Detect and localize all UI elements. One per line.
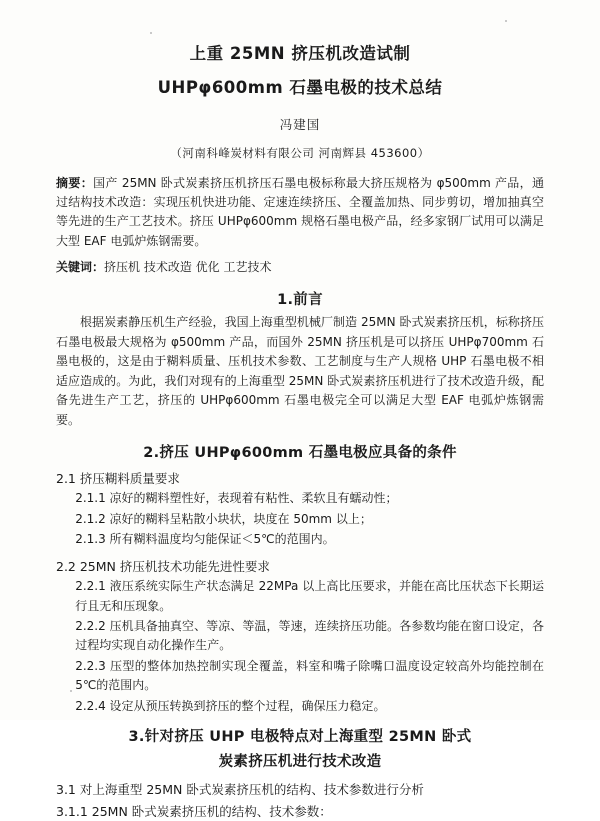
list-item: 2.2.1 液压系统实际生产状态满足 22MPa 以上高比压要求，并能在高比压状态下长期运行且无和压现象。	[75, 579, 544, 613]
section-3-heading-line-1: 3.针对挤压 UHP 电极特点对上海重型 25MN 卧式	[128, 729, 472, 746]
subsection-2-2-heading: 2.2 25MN 挤压机技术功能先进性要求	[56, 558, 270, 574]
keywords-block	[56, 258, 544, 277]
scan-speck	[505, 20, 507, 22]
subsection-3-1-1-heading: 3.1.1 25MN 卧式炭素挤压机的结构、技术参数：	[56, 803, 332, 819]
section-2-heading: 2.挤压 UHPφ600mm 石墨电极应具备的条件	[143, 445, 457, 462]
author-name: 冯建国	[279, 116, 321, 132]
section-1-paragraph: 根据炭素静压机生产经验，我国上海重型机械厂制造 25MN 卧式炭素挤压机，标称挤压石墨电极最大规格为 φ500mm 产品，而国外 25MN 挤压机是可以挤压 UHPφ700mm 石墨电极的，这是由于糊料质量、压机技术参数、工艺制度与生产人规格 UHP 石墨电极不相适应造成的。为此，我们对现有的上海重型 25MN 卧式炭素挤压机进行了技术改造升级，配备先进生产工艺，挤压的 UHPφ600mm 石墨电极完全可以满足大型 EAF 电弧炉炼钢需要。	[56, 315, 544, 427]
scan-speck	[70, 690, 72, 692]
section-1-heading: 1.前言	[277, 292, 323, 309]
section-3-heading-line-2: 炭素挤压机进行技术改造	[218, 754, 382, 771]
keywords-text: 挤压机 技术改造 优化 工艺技术	[104, 260, 272, 275]
document-title-line-1: 上重 25MN 挤压机改造试制	[189, 44, 411, 63]
subsection-2-1-heading: 2.1 挤压糊料质量要求	[56, 471, 180, 487]
keywords-label: 关键词：	[56, 260, 105, 275]
subsection-3-1-heading: 3.1 对上海重型 25MN 卧式炭素挤压机的结构、技术参数进行分析	[56, 782, 424, 798]
list-item: 2.2.4 设定从预压转换到挤压的整个过程，确保压力稳定。	[75, 698, 386, 713]
scan-speck	[150, 32, 152, 34]
abstract-label: 摘要：	[56, 175, 94, 190]
list-item: 2.2.3 压型的整体加热控制实现全覆盖，料室和嘴子除嘴口温度设定较高外均能控制在 5℃的范围内。	[75, 658, 544, 693]
document-title-line-2: UHPφ600mm 石墨电极的技术总结	[157, 77, 443, 97]
list-item: 2.1.3 所有糊料温度均匀能保证＜5℃的范围内。	[75, 532, 335, 547]
abstract-text: 国产 25MN 卧式炭素挤压机挤压石墨电极标称最大挤压规格为 φ500mm 产品，通过结构技术改造：实现压机快进功能、定速连续挤压、全覆盖加热、同步剪切，增加抽真空等先进的生产工艺技术。挤压 UHPφ600mm 规格石墨电极产品，经多家钢厂试用可以满足大型 EAF 电弧炉炼钢需要。	[56, 175, 544, 248]
author-affiliation: （河南科峰炭材料有限公司 河南辉县 453600）	[170, 145, 430, 160]
list-item: 2.2.2 压机具备抽真空、等凉、等温，等速，连续挤压功能。各参数均能在窗口设定，各过程均实现自动化操作生产。	[75, 619, 544, 653]
list-item: 2.1.2 凉好的糊料呈粘散小块状，块度在 50mm 以上；	[75, 511, 372, 526]
list-item: 2.1.1 凉好的糊料塑性好，表现着有粘性、柔软且有蠕动性；	[75, 491, 398, 506]
abstract-block	[56, 174, 544, 252]
